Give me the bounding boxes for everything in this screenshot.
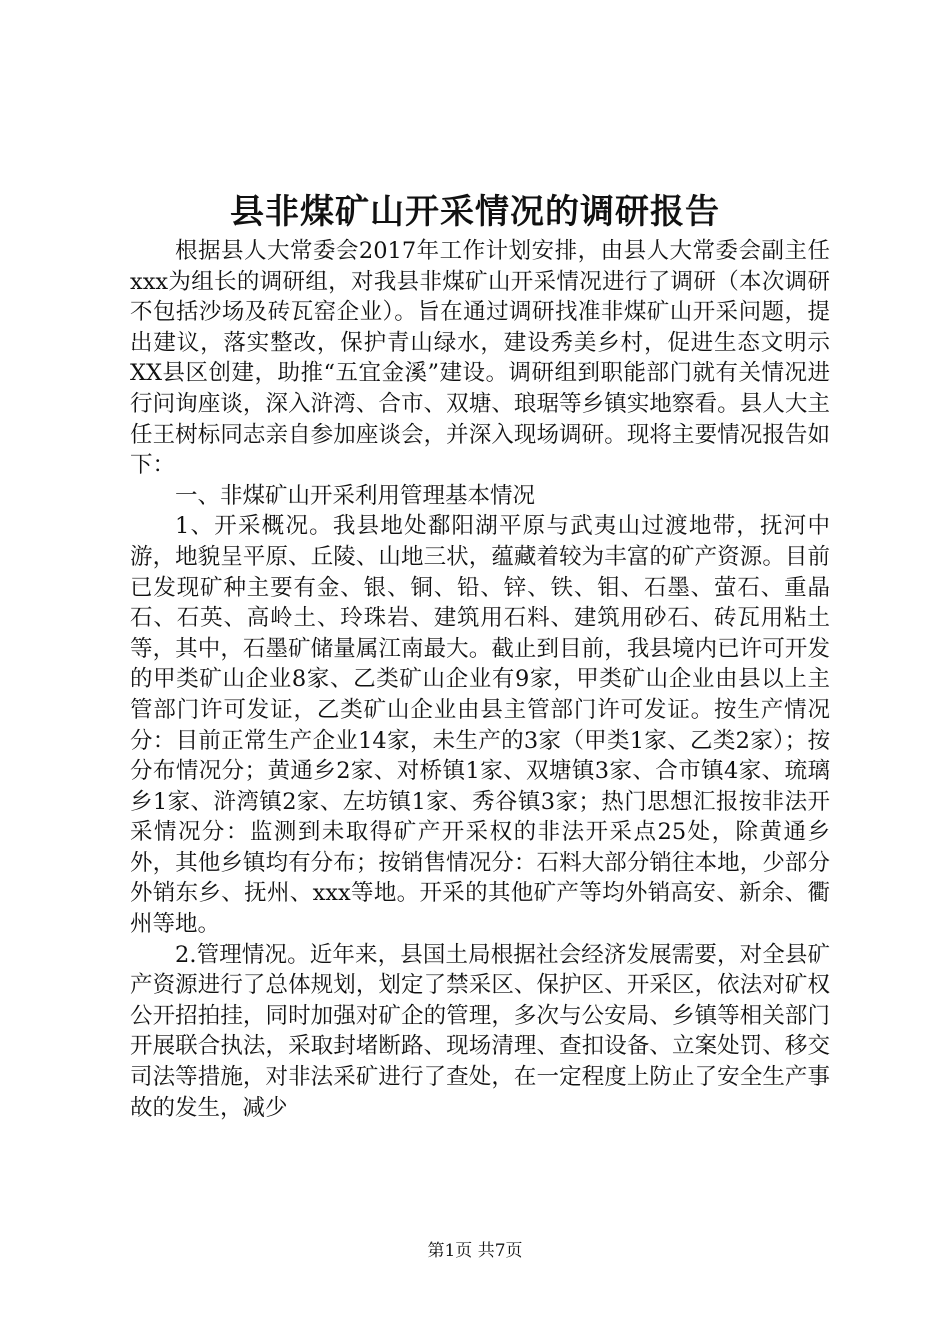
paragraph-mining-overview: 1、开采概况。我县地处鄱阳湖平原与武夷山过渡地带，抚河中游，地貌呈平原、丘陵、山地三状，蕴藏着较为丰富的矿产资源。目前已发现矿种主要有金、银、铜、铅、锌、铁、钼、石墨、萤石、重晶石、石英、高岭土、玲珠岩、建筑用石料、建筑用砂石、砖瓦用粘土等，其中，石墨矿储量属江南最大。截止到目前，我县境内已许可开发的甲类矿山企业8家、乙类矿山企业有9家，甲类矿山企业由县以上主管部门许可发证，乙类矿山企业由县主管部门许可发证。按生产情况分：目前正常生产企业14家，未生产的3家（甲类1家、乙类2家）；按分布情况分；黄通乡2家、对桥镇1家、双塘镇3家、合市镇4家、琉璃乡1家、浒湾镇2家、左坊镇1家、秀谷镇3家；热门思想汇报按非法开采情况分：监测到未取得矿产开采权的非法开采点25处，除黄通乡外，其他乡镇均有分布；按销售情况分：石料大部分销往本地，少部分外销东乡、抚州、xxx等地。开采的其他矿产等均外销高安、新余、衢州等地。 (130, 513, 830, 938)
document-body (130, 236, 830, 1123)
page-number: 第1页 共7页 (427, 1241, 523, 1261)
paragraph-intro: 根据县人大常委会2017年工作计划安排，由县人大常委会副主任xxx为组长的调研组，对我县非煤矿山开采情况进行了调研（本次调研不包括沙场及砖瓦窑企业）。旨在通过调研找准非煤矿山开采问题，提出建议，落实整改，保护青山绿水，建设秀美乡村，促进生态文明示XX县区创建，助推“五宜金溪”建设。调研组到职能部门就有关情况进行问询座谈，深入浒湾、合市、双塘、琅琚等乡镇实地察看。县人大主任王树标同志亲自参加座谈会，并深入现场调研。现将主要情况报告如下： (130, 238, 830, 479)
paragraph-section-heading: 一、非煤矿山开采利用管理基本情况 (175, 482, 536, 509)
document-title: 县非煤矿山开采情况的调研报告 (230, 192, 720, 232)
paragraph-management: 2.管理情况。近年来，县国土局根据社会经济发展需要，对全县矿产资源进行了总体规划，划定了禁采区、保护区、开采区，依法对矿权公开招拍挂，同时加强对矿企的管理，多次与公安局、乡镇等相关部门开展联合执法，采取封堵断路、现场清理、查扣设备、立案处罚、移交司法等措施，对非法采矿进行了查处，在一定程度上防止了安全生产事故的发生，减少 (130, 941, 830, 1121)
